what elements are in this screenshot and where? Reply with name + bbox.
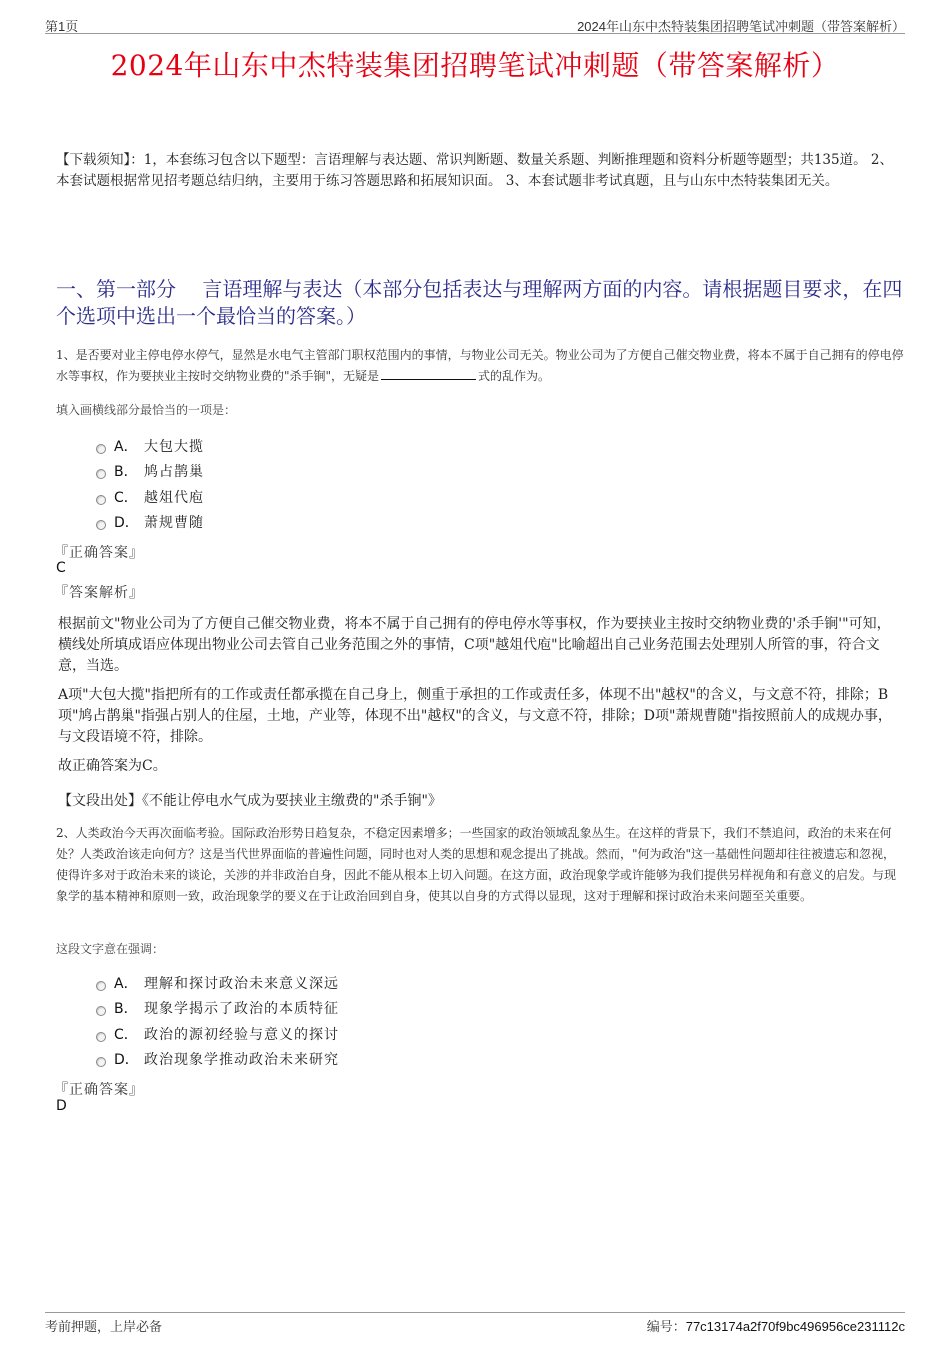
analysis-paragraph-2: A项"大包大揽"指把所有的工作或责任都承揽在自己身上，侧重于承担的工作或责任多，体现不出"越权"的含义，与文意不符，排除；B项"鸠占鹊巢"指强占别人的住屋，土地，产业等，体现不出"越权"的含义，与文意不符，排除；D项"萧规曹随"指按照前人的成规办事，与文段语境不符，排除。 — [58, 687, 892, 745]
fill-blank-line — [381, 366, 476, 380]
radio-icon[interactable] — [96, 1057, 106, 1067]
question-1-stem-before: 1、是否要对业主停电停水停气，显然是水电气主管部门职权范围内的事情，与物业公司无关。物业公司为了方便自己催交物业费，将本不属于自己拥有的停电停水等事权，作为要挟业主按时交纳物业费的"杀手锏"，无疑是 — [56, 348, 904, 383]
option-text: 政治现象学推动政治未来研究 — [144, 1052, 339, 1069]
document-title: 2024年山东中杰特装集团招聘笔试冲刺题（带答案解析） — [110, 49, 840, 82]
radio-icon[interactable] — [96, 1032, 106, 1042]
footer-slogan: 考前押题，上岸必备 — [45, 1319, 163, 1334]
correct-answer-label: 『正确答案』 — [54, 1082, 144, 1098]
document-code: 77c13174a2f70f9bc496956ce231112c — [685, 1319, 905, 1334]
option-letter: B． — [114, 1001, 138, 1018]
option-letter: C． — [114, 1026, 138, 1043]
option-text: 越俎代庖 — [144, 489, 204, 506]
option-letter: C． — [114, 489, 138, 506]
question-1-stem — [56, 345, 906, 387]
page-number: 第1页 — [45, 19, 79, 34]
option-text: 政治的源初经验与意义的探讨 — [144, 1026, 339, 1043]
page-header — [45, 14, 905, 34]
option-letter: A． — [114, 975, 138, 992]
radio-icon[interactable] — [96, 444, 106, 454]
question-2-stem: 2、人类政治今天再次面临考验。国际政治形势日趋复杂，不稳定因素增多；一些国家的政治领域乱象丛生。在这样的背景下，我们不禁追问，政治的未来在何处？人类政治该走向何方？这是当代世界面临的普遍性问题，同时也对人类的思想和观念提出了挑战。然而，"何为政治"这一基础性问题却往往被遗忘和忽视，使得许多对于政治未来的谈论，关涉的并非政治自身，因此不能从根本上切入问题。在这方面，政治现象学或许能够为我们提供另样视角和有意义的启发。与现象学的基本精神和原则一致，政治现象学的要义在于让政治回到自身，使其以自身的方式得以显现，这对于理解和探讨政治未来问题至关重要。 — [56, 826, 897, 903]
option-letter: D． — [114, 515, 139, 532]
question-1-options — [96, 433, 204, 535]
option-text: 现象学揭示了政治的本质特征 — [144, 1001, 339, 1018]
passage-source: 【文段出处】《不能让停电水气成为要挟业主缴费的"杀手锏"》 — [58, 793, 442, 809]
question-2-options — [96, 970, 339, 1072]
radio-icon[interactable] — [96, 495, 106, 505]
question-2-prompt: 这段文字意在强调： — [56, 942, 165, 956]
download-notice: 【下载须知】：1，本套练习包含以下题型：言语理解与表达题、常识判断题、数量关系题、判断推理题和资料分析题等题型；共135道。 2、本套试题根据常见招考题总结归纳，主要用于练习答题思路和拓展知识面。 3、本套试题非考试真题，且与山东中杰特装集团无关。 — [56, 152, 893, 189]
option-a[interactable] — [96, 970, 339, 996]
radio-icon[interactable] — [96, 520, 106, 530]
header-doc-title: 2024年山东中杰特装集团招聘笔试冲刺题（带答案解析） — [577, 19, 905, 34]
option-a[interactable] — [96, 433, 204, 459]
option-c[interactable] — [96, 1021, 339, 1047]
option-text: 鸠占鹊巢 — [144, 464, 204, 481]
option-letter: B． — [114, 464, 138, 481]
footer-code-label: 编号： — [646, 1319, 686, 1334]
radio-icon[interactable] — [96, 469, 106, 479]
correct-answer: C — [56, 560, 66, 576]
footer-code — [647, 1316, 905, 1335]
correct-answer-label: 『正确答案』 — [54, 545, 144, 561]
option-letter: D． — [114, 1052, 139, 1069]
option-b[interactable] — [96, 996, 339, 1022]
question-1-stem-after: 式的乱作为。 — [478, 369, 551, 383]
option-c[interactable] — [96, 484, 204, 510]
option-letter: A． — [114, 438, 138, 455]
option-text: 理解和探讨政治未来意义深远 — [144, 975, 339, 992]
page-footer — [45, 1312, 905, 1332]
analysis-label: 『答案解析』 — [54, 585, 144, 601]
option-text: 大包大揽 — [144, 438, 204, 455]
radio-icon[interactable] — [96, 1006, 106, 1016]
correct-answer: D — [56, 1098, 67, 1114]
option-text: 萧规曹随 — [144, 515, 204, 532]
option-b[interactable] — [96, 459, 204, 485]
question-1-prompt: 填入画横线部分最恰当的一项是： — [56, 403, 237, 417]
option-d[interactable] — [96, 510, 204, 536]
analysis-conclusion: 故正确答案为C。 — [58, 758, 167, 774]
option-d[interactable] — [96, 1047, 339, 1073]
radio-icon[interactable] — [96, 981, 106, 991]
section-heading: 一、第一部分 言语理解与表达（本部分包括表达与理解两方面的内容。请根据题目要求，在四个选项中选出一个最恰当的答案。） — [56, 277, 903, 328]
analysis-paragraph-1: 根据前文"物业公司为了方便自己催交物业费，将本不属于自己拥有的停电停水等事权，作为要挟业主按时交纳物业费的'杀手锏'"可知，横线处所填成语应体现出物业公司去管自己业务范围之外的事情，C项"越俎代庖"比喻超出自己业务范围去处理别人所管的事，符合文意，当选。 — [58, 616, 891, 674]
